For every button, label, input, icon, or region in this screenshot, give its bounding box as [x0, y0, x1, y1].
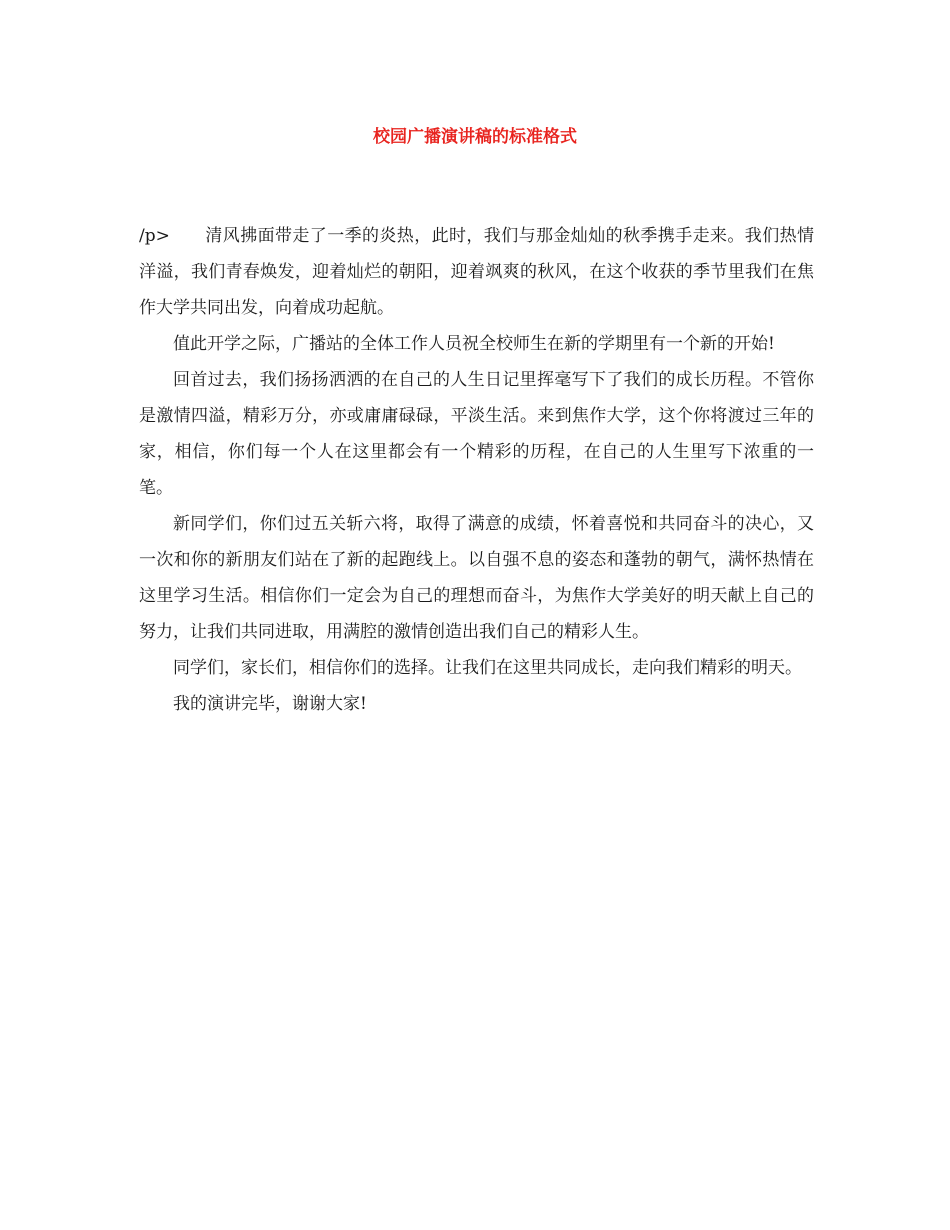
paragraph-2: 值此开学之际，广播站的全体工作人员祝全校师生在新的学期里有一个新的开始! — [173, 334, 775, 354]
paragraph-6: 我的演讲完毕，谢谢大家! — [173, 694, 367, 714]
paragraph-1-text: 清风拂面带走了一季的炎热，此时，我们与那金灿灿的秋季携手走来。我们热情洋溢，我们青春焕发，迎着灿烂的朝阳，迎着飒爽的秋风，在这个收获的季节里我们在焦作大学共同出发，向着成功起航。 — [139, 226, 814, 318]
paragraph-5: 同学们，家长们，相信你们的选择。让我们在这里共同成长，走向我们精彩的明天。 — [173, 658, 802, 678]
document-title: 校园广播演讲稿的标准格式 — [373, 127, 577, 147]
lead-fragment: /p> — [139, 226, 170, 246]
document-body — [139, 218, 814, 722]
paragraph-3: 回首过去，我们扬扬洒洒的在自己的人生日记里挥毫写下了我们的成长历程。不管你是激情四溢，精彩万分，亦或庸庸碌碌，平淡生活。来到焦作大学，这个你将渡过三年的家，相信，你们每一个人在这里都会有一个精彩的历程，在自己的人生里写下浓重的一笔。 — [139, 370, 814, 498]
paragraph-1 — [139, 218, 814, 326]
paragraph-4: 新同学们，你们过五关斩六将，取得了满意的成绩，怀着喜悦和共同奋斗的决心，又一次和你的新朋友们站在了新的起跑线上。以自强不息的姿态和蓬勃的朝气，满怀热情在这里学习生活。相信你们一定会为自己的理想而奋斗，为焦作大学美好的明天献上自己的努力，让我们共同进取，用满腔的激情创造出我们自己的精彩人生。 — [139, 514, 814, 642]
